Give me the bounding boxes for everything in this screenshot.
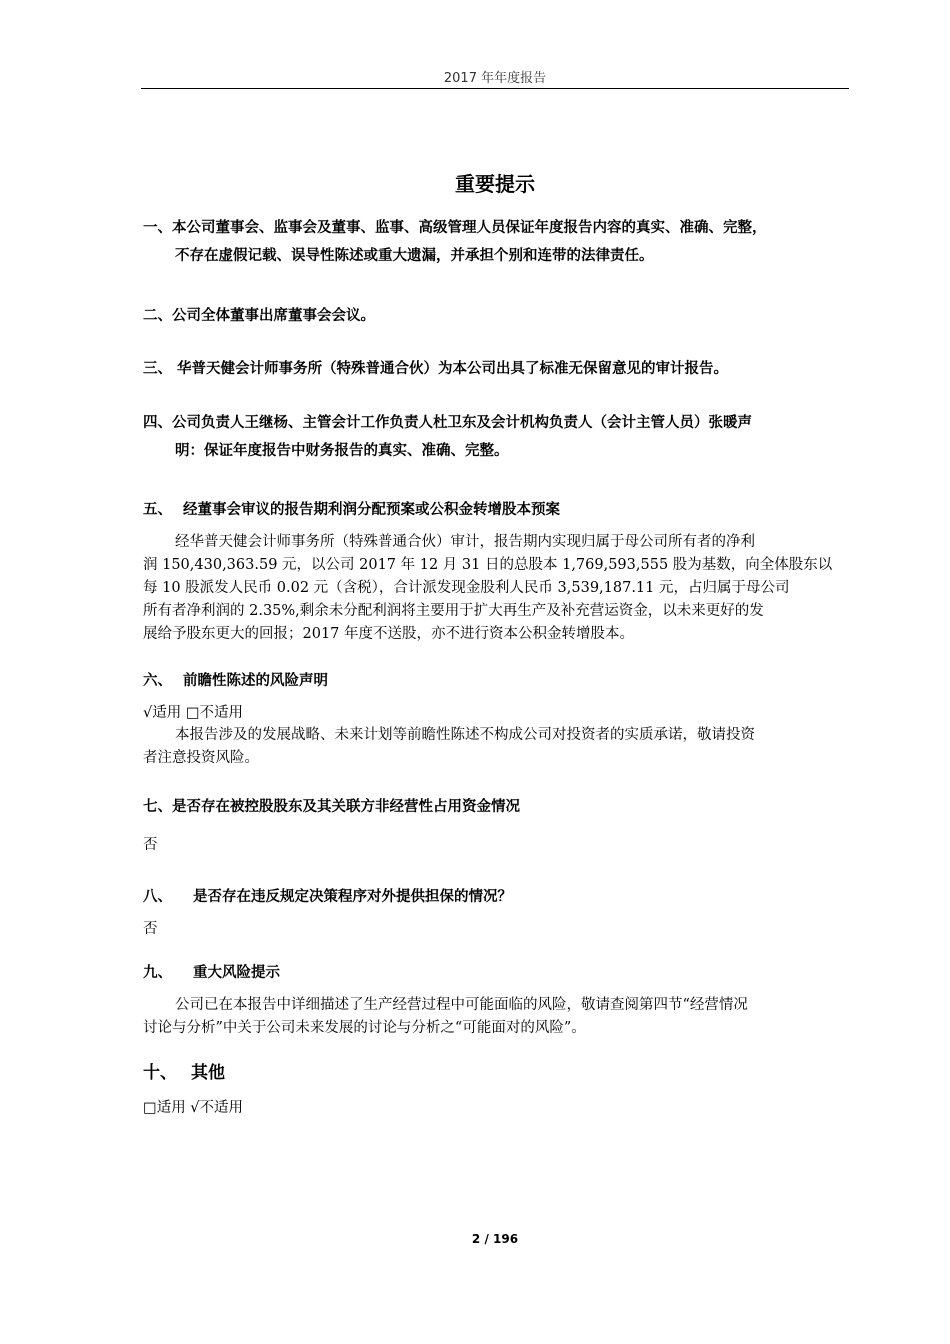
section-10-applicability: □适用 √不适用	[143, 1100, 244, 1116]
running-header: 2017 年年度报告	[443, 71, 547, 86]
section-8-answer: 否	[143, 921, 158, 937]
section-1-line-2: 不存在虚假记载、误导性陈述或重大遗漏，并承担个别和连带的法律责任。	[175, 248, 654, 264]
section-7-heading: 七、是否存在被控股股东及其关联方非经营性占用资金情况	[143, 799, 520, 815]
section-4-line-2: 明：保证年度报告中财务报告的真实、准确、完整。	[175, 443, 509, 459]
section-3: 三、 华普天健会计师事务所（特殊普通合伙）为本公司出具了标准无保留意见的审计报告。	[143, 361, 729, 377]
header-rule	[141, 88, 849, 89]
section-9-number: 九、	[143, 965, 172, 981]
section-9-line-2: 讨论与分析”中关于公司未来发展的讨论与分析之“可能面对的风险”。	[143, 1020, 586, 1036]
section-8-title: 是否存在违反规定决策程序对外提供担保的情况？	[193, 889, 512, 905]
section-6-body	[143, 724, 849, 770]
section-5-line-5: 展给予股东更大的回报；2017 年度不送股，亦不进行资本公积金转增股本。	[143, 626, 635, 642]
section-1-line-1: 一、本公司董事会、监事会及董事、监事、高级管理人员保证年度报告内容的真实、准确、完整，	[143, 220, 767, 236]
section-6-title: 前瞻性陈述的风险声明	[183, 673, 328, 689]
section-10-number: 十、	[143, 1063, 177, 1083]
section-8-number: 八、	[143, 889, 172, 905]
section-5-line-1: 经华普天健会计师事务所（特殊普通合伙）审计，报告期内实现归属于母公司所有者的净利	[175, 534, 755, 550]
section-6-heading	[143, 670, 853, 692]
section-6-line-1: 本报告涉及的发展战略、未来计划等前瞻性陈述不构成公司对投资者的实质承诺，敬请投资	[175, 727, 755, 743]
section-5-heading	[143, 499, 853, 521]
section-9-body	[143, 994, 849, 1040]
page-title: 重要提示	[455, 172, 535, 196]
section-5-body	[143, 531, 849, 646]
section-10-heading	[143, 1060, 225, 1086]
section-4-line-1: 四、公司负责人王继杨、主管会计工作负责人杜卫东及会计机构负责人（会计主管人员）张暖声	[143, 415, 752, 431]
section-5-line-4: 所有者净利润的 2.35%,剩余未分配利润将主要用于扩大再生产及补充营运资金，以未来更好的发	[143, 603, 764, 619]
section-6-applicability: √适用 □不适用	[143, 705, 244, 721]
section-6-number: 六、	[143, 673, 172, 689]
section-5-line-3: 每 10 股派发人民币 0.02 元（含税），合计派发现金股利人民币 3,539,187.11 元，占归属于母公司	[143, 580, 790, 596]
section-8-heading	[143, 886, 853, 908]
page-number: 2 / 196	[471, 1232, 519, 1246]
section-10-title: 其他	[191, 1063, 225, 1083]
section-9-line-1: 公司已在本报告中详细描述了生产经营过程中可能面临的风险，敬请查阅第四节“经营情况	[175, 997, 748, 1013]
section-9-title: 重大风险提示	[193, 965, 280, 981]
section-2: 二、公司全体董事出席董事会会议。	[143, 308, 375, 324]
section-5-line-2: 润 150,430,363.59 元，以公司 2017 年 12 月 31 日的总股本 1,769,593,555 股为基数，向全体股东以	[143, 557, 833, 573]
section-5-number: 五、	[143, 502, 172, 518]
section-4	[143, 409, 853, 465]
section-7-answer: 否	[143, 837, 158, 853]
section-1	[143, 214, 853, 270]
section-5-title: 经董事会审议的报告期利润分配预案或公积金转增股本预案	[183, 502, 560, 518]
section-6-line-2: 者注意投资风险。	[143, 750, 259, 766]
section-9-heading	[143, 962, 853, 984]
